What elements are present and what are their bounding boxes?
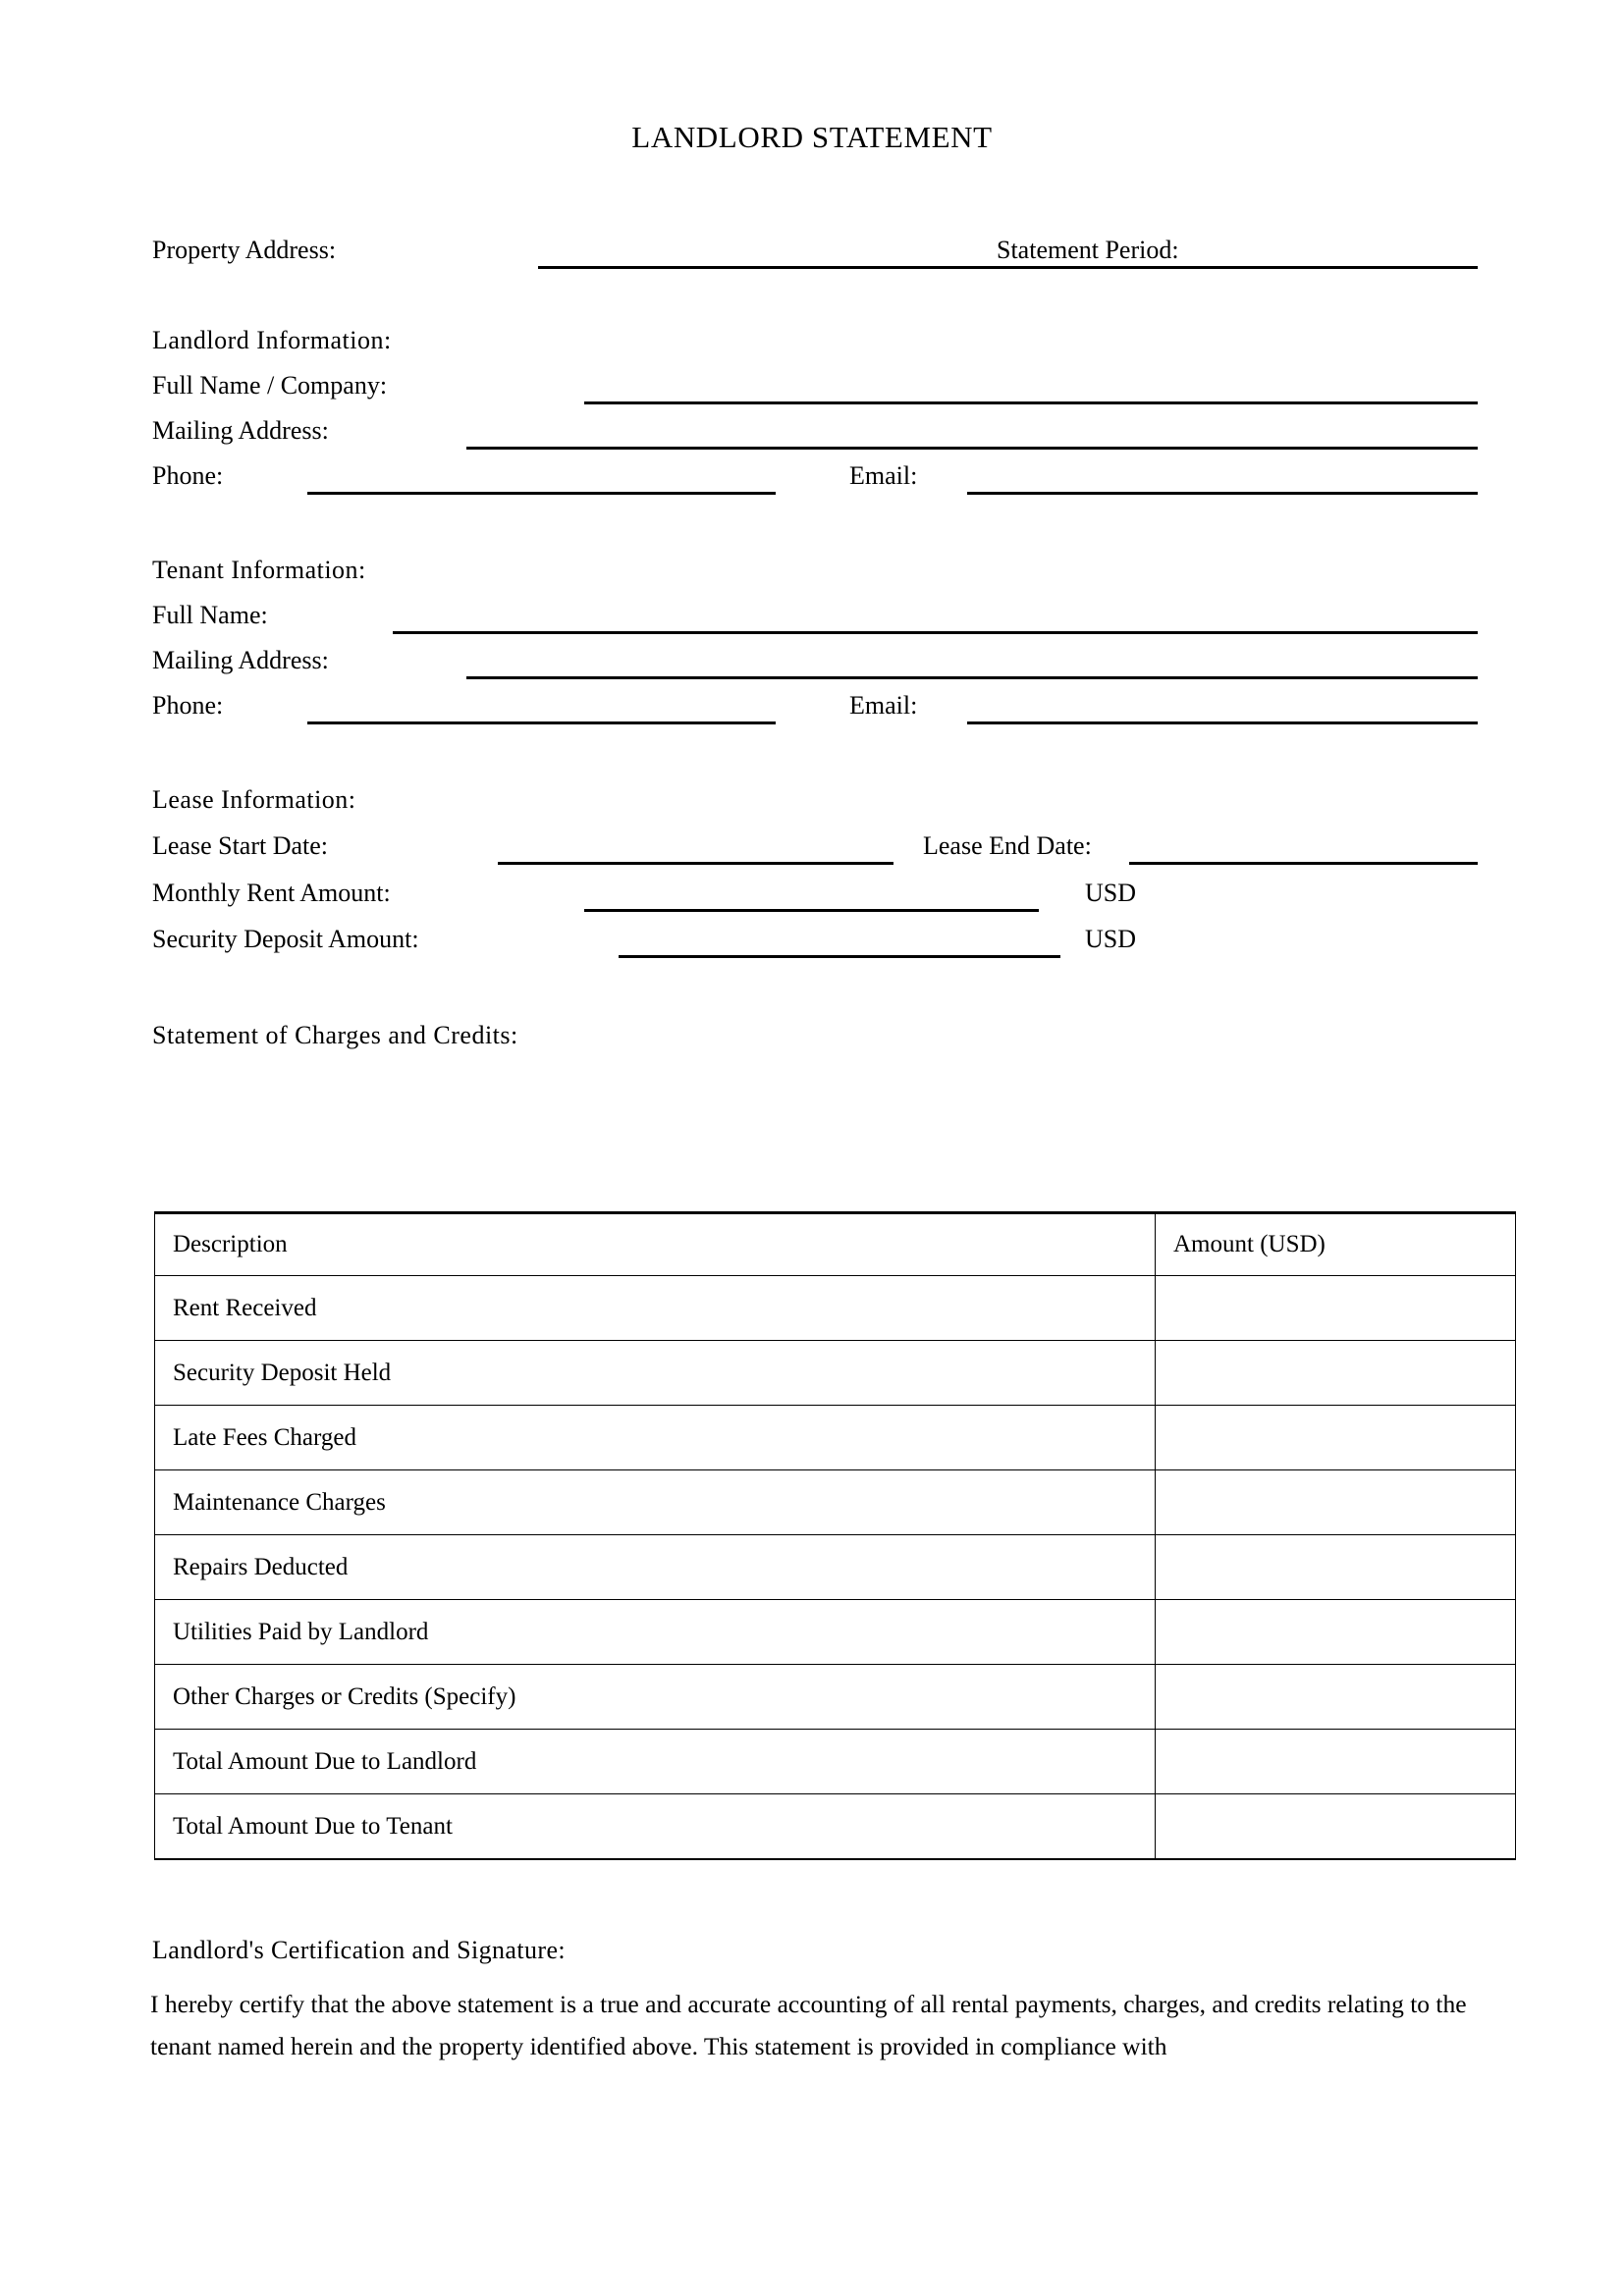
row-description: Late Fees Charged xyxy=(155,1406,1156,1470)
row-amount-input[interactable] xyxy=(1156,1730,1516,1794)
lease-end-date-label: Lease End Date: xyxy=(923,831,1092,860)
certification-body-text: I hereby certify that the above statement is a true and accurate accounting of all rental payments, charges, and credits relating to the tenant named herein and the property identified above. This statement is provided in compliance with xyxy=(150,1990,1467,2060)
row-description: Utilities Paid by Landlord xyxy=(155,1600,1156,1665)
charges-table-body xyxy=(155,1276,1516,1860)
row-amount-input[interactable] xyxy=(1156,1341,1516,1406)
landlord-phone-label: Phone: xyxy=(152,461,224,490)
lease-start-date-input[interactable] xyxy=(498,862,893,865)
monthly-rent-currency: USD xyxy=(1085,879,1137,907)
security-deposit-row xyxy=(0,925,1624,964)
security-deposit-label: Security Deposit Amount: xyxy=(152,925,419,953)
table-row xyxy=(155,1600,1516,1665)
landlord-full-name-label: Full Name / Company: xyxy=(152,371,388,400)
row-amount-input[interactable] xyxy=(1156,1276,1516,1341)
table-row xyxy=(155,1406,1516,1470)
monthly-rent-row xyxy=(0,879,1624,918)
property-address-row xyxy=(0,236,1624,275)
row-description: Other Charges or Credits (Specify) xyxy=(155,1665,1156,1730)
column-header-description: Description xyxy=(155,1213,1156,1276)
landlord-contact-row xyxy=(0,461,1624,501)
table-row xyxy=(155,1341,1516,1406)
tenant-mailing-address-label: Mailing Address: xyxy=(152,646,329,674)
monthly-rent-label: Monthly Rent Amount: xyxy=(152,879,391,907)
certification-heading: Landlord's Certification and Signature: xyxy=(152,1936,567,1964)
tenant-email-input[interactable] xyxy=(967,721,1478,724)
landlord-information-heading: Landlord Information: xyxy=(152,326,392,354)
table-row xyxy=(155,1470,1516,1535)
security-deposit-currency: USD xyxy=(1085,925,1137,953)
table-row xyxy=(155,1665,1516,1730)
lease-start-date-label: Lease Start Date: xyxy=(152,831,329,860)
tenant-mailing-address-row xyxy=(0,646,1624,685)
table-header-row xyxy=(155,1213,1516,1276)
row-description: Repairs Deducted xyxy=(155,1535,1156,1600)
row-amount-input[interactable] xyxy=(1156,1535,1516,1600)
charges-heading: Statement of Charges and Credits: xyxy=(152,1021,518,1049)
table-row xyxy=(155,1794,1516,1860)
property-address-label: Property Address: xyxy=(152,236,337,264)
row-amount-input[interactable] xyxy=(1156,1794,1516,1860)
lease-information-heading: Lease Information: xyxy=(152,785,356,814)
landlord-full-name-row xyxy=(0,371,1624,410)
tenant-email-label: Email: xyxy=(849,691,918,720)
table-row xyxy=(155,1276,1516,1341)
table-row xyxy=(155,1730,1516,1794)
tenant-full-name-input[interactable] xyxy=(393,631,1478,634)
row-description: Maintenance Charges xyxy=(155,1470,1156,1535)
landlord-mailing-address-label: Mailing Address: xyxy=(152,416,329,445)
tenant-information-heading: Tenant Information: xyxy=(152,556,366,584)
row-description: Security Deposit Held xyxy=(155,1341,1156,1406)
row-amount-input[interactable] xyxy=(1156,1600,1516,1665)
tenant-phone-label: Phone: xyxy=(152,691,224,720)
row-description: Total Amount Due to Tenant xyxy=(155,1794,1156,1860)
page-title: LANDLORD STATEMENT xyxy=(631,120,993,154)
row-amount-input[interactable] xyxy=(1156,1406,1516,1470)
table-row xyxy=(155,1535,1516,1600)
statement-period-label: Statement Period: xyxy=(997,236,1179,264)
row-amount-input[interactable] xyxy=(1156,1665,1516,1730)
lease-dates-row xyxy=(0,831,1624,871)
monthly-rent-input[interactable] xyxy=(584,909,1039,912)
column-header-amount: Amount (USD) xyxy=(1156,1213,1516,1276)
lease-end-date-input[interactable] xyxy=(1129,862,1478,865)
landlord-mailing-address-input[interactable] xyxy=(466,447,1478,450)
security-deposit-input[interactable] xyxy=(619,955,1060,958)
landlord-email-input[interactable] xyxy=(967,492,1478,495)
landlord-mailing-address-row xyxy=(0,416,1624,455)
charges-and-credits-table xyxy=(154,1211,1516,1860)
tenant-mailing-address-input[interactable] xyxy=(466,676,1478,679)
landlord-phone-input[interactable] xyxy=(307,492,776,495)
tenant-phone-input[interactable] xyxy=(307,721,776,724)
property-address-input[interactable] xyxy=(538,266,1478,269)
tenant-full-name-label: Full Name: xyxy=(152,601,268,629)
tenant-full-name-row xyxy=(0,601,1624,640)
row-description: Total Amount Due to Landlord xyxy=(155,1730,1156,1794)
row-amount-input[interactable] xyxy=(1156,1470,1516,1535)
landlord-email-label: Email: xyxy=(849,461,918,490)
landlord-full-name-input[interactable] xyxy=(584,401,1478,404)
tenant-contact-row xyxy=(0,691,1624,730)
row-description: Rent Received xyxy=(155,1276,1156,1341)
